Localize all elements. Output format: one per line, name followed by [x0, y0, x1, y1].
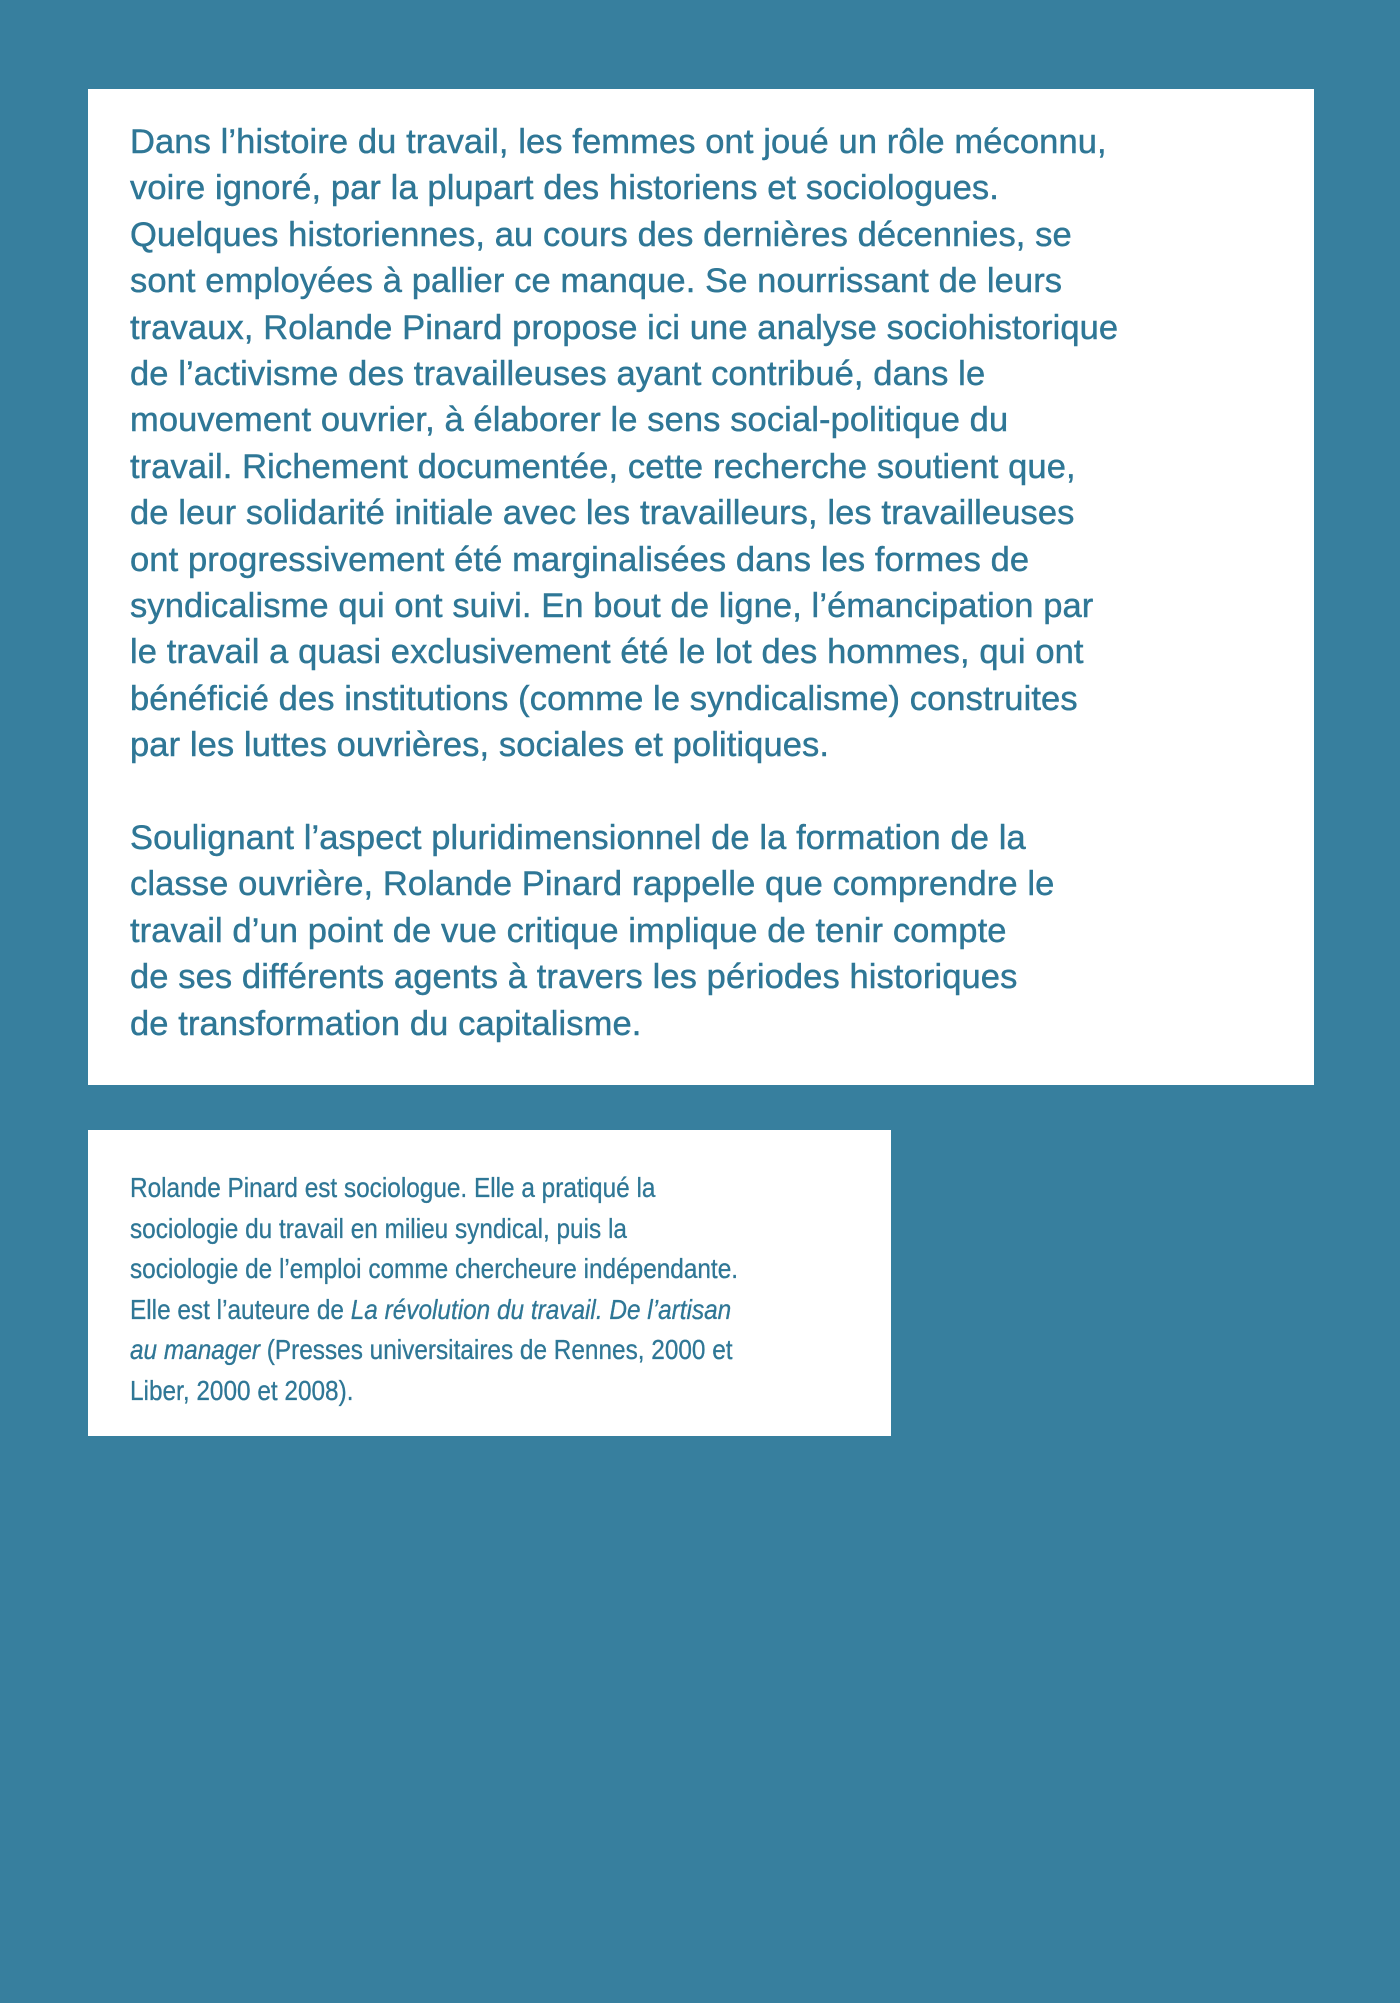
summary-line: Quelques historiennes, au cours des dernières décennies, se: [130, 215, 1072, 254]
summary-line: bénéficié des institutions (comme le syndicalisme) construites: [130, 679, 1078, 718]
summary-line: de l’activisme des travailleuses ayant contribué, dans le: [130, 355, 986, 394]
summary-line: voire ignoré, par la plupart des historiens et sociologues.: [130, 169, 999, 208]
summary-line: par les luttes ouvrières, sociales et politiques.: [130, 726, 830, 765]
bio-line: [130, 1290, 775, 1331]
bio-text-segment: Elle est l’auteure de: [130, 1293, 351, 1325]
bio-text-segment: (Presses universitaires de Rennes, 2000 et: [260, 1334, 733, 1365]
bio-line: [130, 1330, 775, 1371]
bio-line: sociologie de l’emploi comme chercheure indépendante.: [130, 1253, 739, 1284]
summary-line: travail. Richement documentée, cette recherche soutient que,: [130, 447, 1076, 486]
summary-line: Dans l’histoire du travail, les femmes ont joué un rôle méconnu,: [130, 123, 1107, 161]
summary-line: de transformation du capitalisme.: [130, 1004, 642, 1043]
book-title: La révolution du travail. De l’artisan: [350, 1293, 732, 1325]
summary-paragraph-2: [130, 815, 1274, 1047]
summary-line: le travail a quasi exclusivement été le lot des hommes, qui ont: [130, 633, 1084, 672]
summary-line: travail d’un point de vue critique implique de tenir compte: [130, 911, 1007, 950]
summary-line: de leur solidarité initiale avec les travailleurs, les travailleuses: [130, 494, 1075, 533]
summary-line: ont progressivement été marginalisées dans les formes de: [130, 540, 1030, 579]
summary-line: mouvement ouvrier, à élaborer le sens social-politique du: [130, 401, 1009, 440]
author-bio-panel: [88, 1130, 891, 1436]
summary-paragraph-1: [130, 119, 1274, 769]
author-bio-text: [130, 1168, 775, 1411]
bio-line: Liber, 2000 et 2008).: [130, 1374, 354, 1406]
summary-panel: [88, 89, 1314, 1085]
bio-line: Rolande Pinard est sociologue. Elle a pratiqué la: [130, 1172, 656, 1203]
bio-line: sociologie du travail en milieu syndical, puis la: [130, 1212, 627, 1244]
summary-line: sont employées à pallier ce manque. Se nourrissant de leurs: [130, 262, 1063, 301]
summary-line: de ses différents agents à travers les périodes historiques: [130, 958, 1018, 997]
summary-line: classe ouvrière, Rolande Pinard rappelle que comprendre le: [130, 865, 1055, 904]
summary-line: Soulignant l’aspect pluridimensionnel de la formation de la: [130, 819, 1026, 858]
book-title: au manager: [130, 1334, 261, 1365]
summary-line: travaux, Rolande Pinard propose ici une analyse sociohistorique: [130, 308, 1119, 347]
summary-line: syndicalisme qui ont suivi. En bout de ligne, l’émancipation par: [130, 587, 1094, 626]
